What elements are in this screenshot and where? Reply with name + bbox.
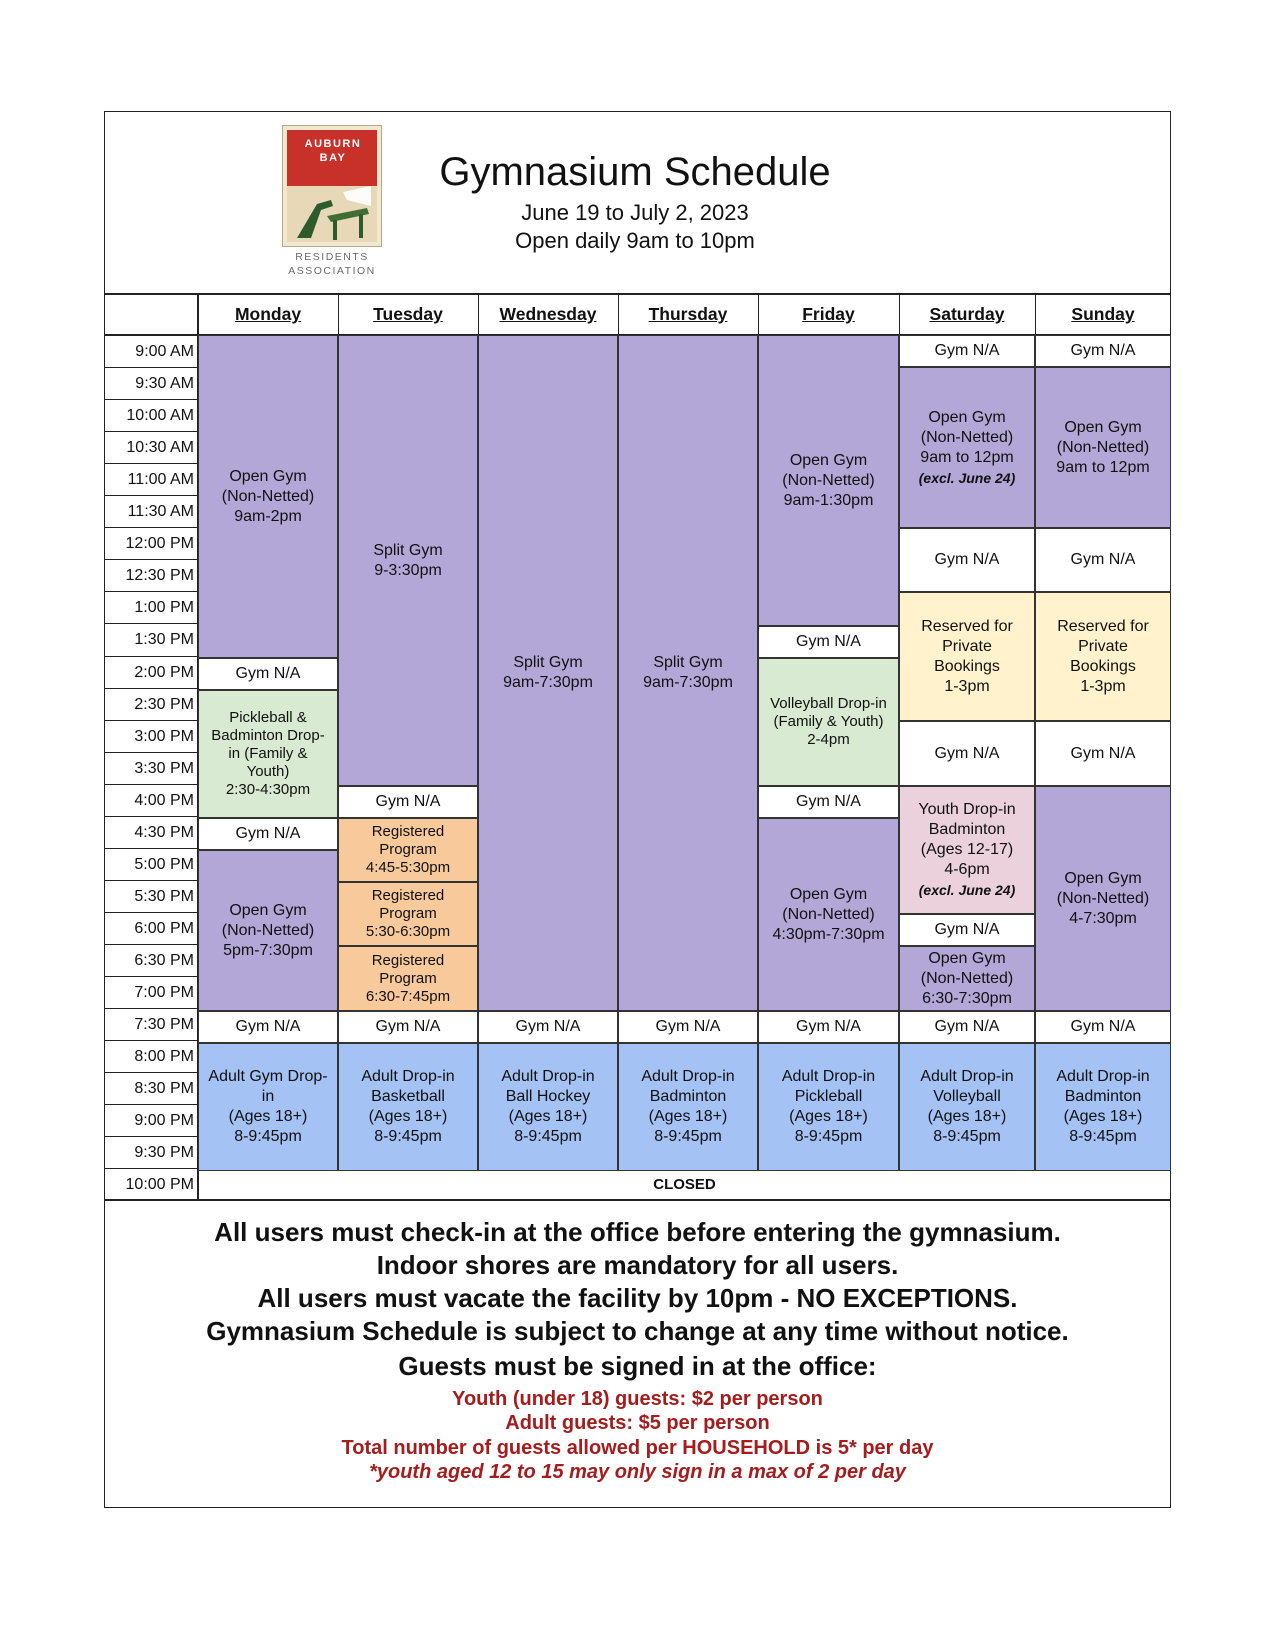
slot-sunday-reserved: Reserved for Private Bookings 1-3pm (1035, 592, 1171, 721)
time-slot-divider (104, 1040, 198, 1041)
guest-rule-adult: Adult guests: $5 per person (505, 1412, 770, 1434)
time-label: 9:30 AM (135, 375, 194, 393)
slot-wednesday-adult: Adult Drop-in Ball Hockey (Ages 18+) 8-9:45pm (478, 1043, 618, 1171)
time-label: 10:00 AM (126, 407, 194, 425)
time-slot-divider (104, 1136, 198, 1137)
time-slot-divider (104, 1104, 198, 1105)
header-saturday: Saturday (929, 304, 1005, 324)
slot-tuesday-adult: Adult Drop-in Basketball (Ages 18+) 8-9:45pm (338, 1043, 478, 1171)
time-label: 9:30 PM (134, 1144, 194, 1162)
time-label: 9:00 PM (134, 1112, 194, 1130)
time-label: 11:30 AM (127, 503, 194, 521)
header-thursday: Thursday (648, 304, 728, 324)
header-divider (1035, 293, 1036, 335)
slot-tuesday-split-gym: Split Gym 9-3:30pm (338, 335, 478, 786)
time-slot-divider (104, 527, 198, 528)
slot-friday-gym-na: Gym N/A (758, 626, 899, 658)
time-label: 4:00 PM (134, 791, 194, 809)
time-label: 9:00 AM (135, 343, 194, 360)
slot-wednesday-split-gym: Split Gym 9am-7:30pm (478, 335, 618, 1011)
slot-monday-pickleball: Pickleball & Badminton Drop- in (Family & Youth) 2:30-4:30pm (198, 690, 338, 818)
guest-rule-household: Total number of guests allowed per HOUSEHOLD is 5* per day (341, 1437, 934, 1459)
header-tuesday: Tuesday (373, 304, 443, 324)
time-label: 10:00 PM (125, 1176, 194, 1194)
slot-friday-open-gym-pm: Open Gym (Non-Netted) 4:30pm-7:30pm (758, 818, 899, 1011)
time-slot-divider (104, 816, 198, 817)
logo-emblem (282, 125, 382, 247)
page-title: Gymnasium Schedule (439, 150, 831, 194)
time-slot-divider (104, 880, 198, 881)
time-label: 12:30 PM (125, 567, 194, 585)
time-label: 1:30 PM (134, 631, 194, 649)
header-divider (618, 293, 619, 335)
time-label: 7:00 PM (134, 984, 194, 1001)
time-slot-divider (104, 367, 198, 368)
slot-monday-gym-na: Gym N/A (198, 658, 338, 690)
slot-tuesday-gym-na: Gym N/A (338, 1011, 478, 1043)
slot-monday-gym-na: Gym N/A (198, 818, 338, 850)
slot-saturday-gym-na: Gym N/A (899, 528, 1035, 592)
guest-rule-youth-limit: *youth aged 12 to 15 may only sign in a max of 2 per day (369, 1461, 906, 1483)
guest-rule-youth: Youth (under 18) guests: $2 per person (452, 1388, 823, 1410)
logo-text-line1: AUBURN (304, 138, 362, 150)
slot-thursday-split-gym: Split Gym 9am-7:30pm (618, 335, 758, 1011)
time-slot-divider (104, 944, 198, 945)
time-slot-divider (104, 688, 198, 689)
time-slot-divider (104, 431, 198, 432)
slot-tuesday-registered-1: Registered Program 4:45-5:30pm (338, 818, 478, 882)
time-label: 1:00 PM (134, 599, 194, 617)
header-wednesday: Wednesday (499, 304, 597, 324)
slot-saturday-adult: Adult Drop-in Volleyball (Ages 18+) 8-9:45pm (899, 1043, 1035, 1171)
slot-tuesday-gym-na: Gym N/A (338, 786, 478, 818)
closed-label: CLOSED (653, 1176, 716, 1193)
slot-wednesday-gym-na: Gym N/A (478, 1011, 618, 1043)
time-slot-divider (104, 784, 198, 785)
header-divider (478, 293, 479, 335)
slot-sunday-open-gym-pm: Open Gym (Non-Netted) 4-7:30pm (1035, 786, 1171, 1011)
time-label: 12:00 PM (125, 535, 194, 553)
slot-saturday-gym-na: Gym N/A (899, 914, 1035, 946)
slot-monday-open-gym-pm: Open Gym (Non-Netted) 5pm-7:30pm (198, 850, 338, 1011)
slot-saturday-open-gym-am (899, 367, 1035, 528)
time-slot-divider (104, 623, 198, 624)
note-schedule-change: Gymnasium Schedule is subject to change at any time without notice. (206, 1316, 1069, 1346)
time-label: 6:00 PM (134, 919, 194, 937)
slot-sunday-gym-na: Gym N/A (1035, 528, 1171, 592)
slot-thursday-adult: Adult Drop-in Badminton (Ages 18+) 8-9:45pm (618, 1043, 758, 1171)
time-label: 6:30 PM (134, 951, 194, 969)
time-slot-divider (104, 1168, 198, 1169)
time-slot-divider (104, 591, 198, 592)
header-divider (758, 293, 759, 335)
time-label: 11:00 AM (127, 471, 194, 489)
slot-saturday-open-gym-am-text: Open Gym (Non-Netted) 9am to 12pm (920, 408, 1014, 466)
time-label: 3:00 PM (134, 727, 194, 745)
time-label: 2:00 PM (134, 663, 194, 681)
auburn-bay-logo (282, 125, 382, 275)
slot-monday-open-gym-am: Open Gym (Non-Netted) 9am-2pm (198, 335, 338, 658)
time-label: 2:30 PM (134, 695, 194, 713)
time-slot-divider (104, 495, 198, 496)
slot-friday-gym-na: Gym N/A (758, 786, 899, 818)
slot-saturday-youth-note: (excl. June 24) (918, 882, 1016, 898)
note-guests: Guests must be signed in at the office: (398, 1351, 877, 1381)
time-slot-divider (104, 976, 198, 977)
slot-tuesday-registered-2: Registered Program 5:30-6:30pm (338, 882, 478, 946)
header-friday: Friday (802, 304, 855, 324)
time-slot-divider (104, 1008, 198, 1009)
slot-saturday-gym-na: Gym N/A (899, 335, 1035, 367)
table-bottom-border (104, 1199, 1171, 1201)
time-slot-divider (104, 1072, 198, 1073)
slot-sunday-gym-na: Gym N/A (1035, 721, 1171, 786)
time-slot-divider (104, 912, 198, 913)
time-slot-divider (104, 463, 198, 464)
slot-friday-open-gym-am: Open Gym (Non-Netted) 9am-1:30pm (758, 335, 899, 626)
logo-text-line2: BAY (319, 152, 347, 164)
time-label: 4:30 PM (134, 823, 194, 841)
time-label: 3:30 PM (134, 759, 194, 777)
slot-saturday-gym-na: Gym N/A (899, 721, 1035, 786)
time-label: 7:30 PM (134, 1016, 194, 1034)
time-label: 5:30 PM (134, 887, 194, 905)
slot-saturday-gym-na: Gym N/A (899, 1011, 1035, 1043)
time-slot-divider (104, 752, 198, 753)
time-slot-divider (104, 559, 198, 560)
slot-saturday-reserved: Reserved for Private Bookings 1-3pm (899, 592, 1035, 721)
slot-sunday-gym-na: Gym N/A (1035, 335, 1171, 367)
time-slot-divider (104, 848, 198, 849)
slot-friday-adult: Adult Drop-in Pickleball (Ages 18+) 8-9:45pm (758, 1043, 899, 1171)
slot-saturday-open-gym-pm: Open Gym (Non-Netted) 6:30-7:30pm (899, 946, 1035, 1011)
slot-saturday-open-gym-am-note: (excl. June 24) (918, 469, 1016, 486)
header-monday: Monday (234, 304, 302, 324)
date-range: June 19 to July 2, 2023 (521, 200, 749, 225)
opening-hours: Open daily 9am to 10pm (515, 228, 755, 253)
slot-friday-volleyball: Volleyball Drop-in (Family & Youth) 2-4pm (758, 658, 899, 786)
header-sunday: Sunday (1071, 304, 1135, 324)
logo-subtext-line2: ASSOCIATION (288, 265, 376, 277)
slot-thursday-gym-na: Gym N/A (618, 1011, 758, 1043)
chair-icon (287, 186, 377, 242)
slot-sunday-open-gym-am: Open Gym (Non-Netted) 9am to 12pm (1035, 367, 1171, 528)
slot-friday-gym-na: Gym N/A (758, 1011, 899, 1043)
slot-monday-adult: Adult Gym Drop- in (Ages 18+) 8-9:45pm (198, 1043, 338, 1171)
slot-sunday-gym-na: Gym N/A (1035, 1011, 1171, 1043)
note-check-in: All users must check-in at the office before entering the gymnasium. (214, 1217, 1061, 1247)
time-label: 10:30 AM (126, 439, 194, 457)
slot-tuesday-registered-3: Registered Program 6:30-7:45pm (338, 946, 478, 1011)
time-slot-divider (104, 656, 198, 657)
time-label: 8:00 PM (134, 1048, 194, 1066)
time-slot-divider (104, 399, 198, 400)
slot-monday-gym-na: Gym N/A (198, 1011, 338, 1043)
slot-sunday-adult: Adult Drop-in Badminton (Ages 18+) 8-9:45pm (1035, 1043, 1171, 1171)
slot-saturday-youth-text: Youth Drop-in Badminton (Ages 12-17) 4-6pm (918, 801, 1016, 878)
logo-subtext-line1: RESIDENTS (295, 251, 369, 263)
note-vacate: All users must vacate the facility by 10pm - NO EXCEPTIONS. (257, 1283, 1018, 1313)
slot-saturday-youth (899, 786, 1035, 914)
time-slot-divider (104, 720, 198, 721)
header-divider (899, 293, 900, 335)
time-label: 8:30 PM (134, 1080, 194, 1098)
note-indoor-shoes: Indoor shores are mandatory for all users. (376, 1250, 899, 1280)
time-label: 5:00 PM (134, 855, 194, 873)
logo-chair-panel (287, 186, 377, 242)
header-divider (338, 293, 339, 335)
